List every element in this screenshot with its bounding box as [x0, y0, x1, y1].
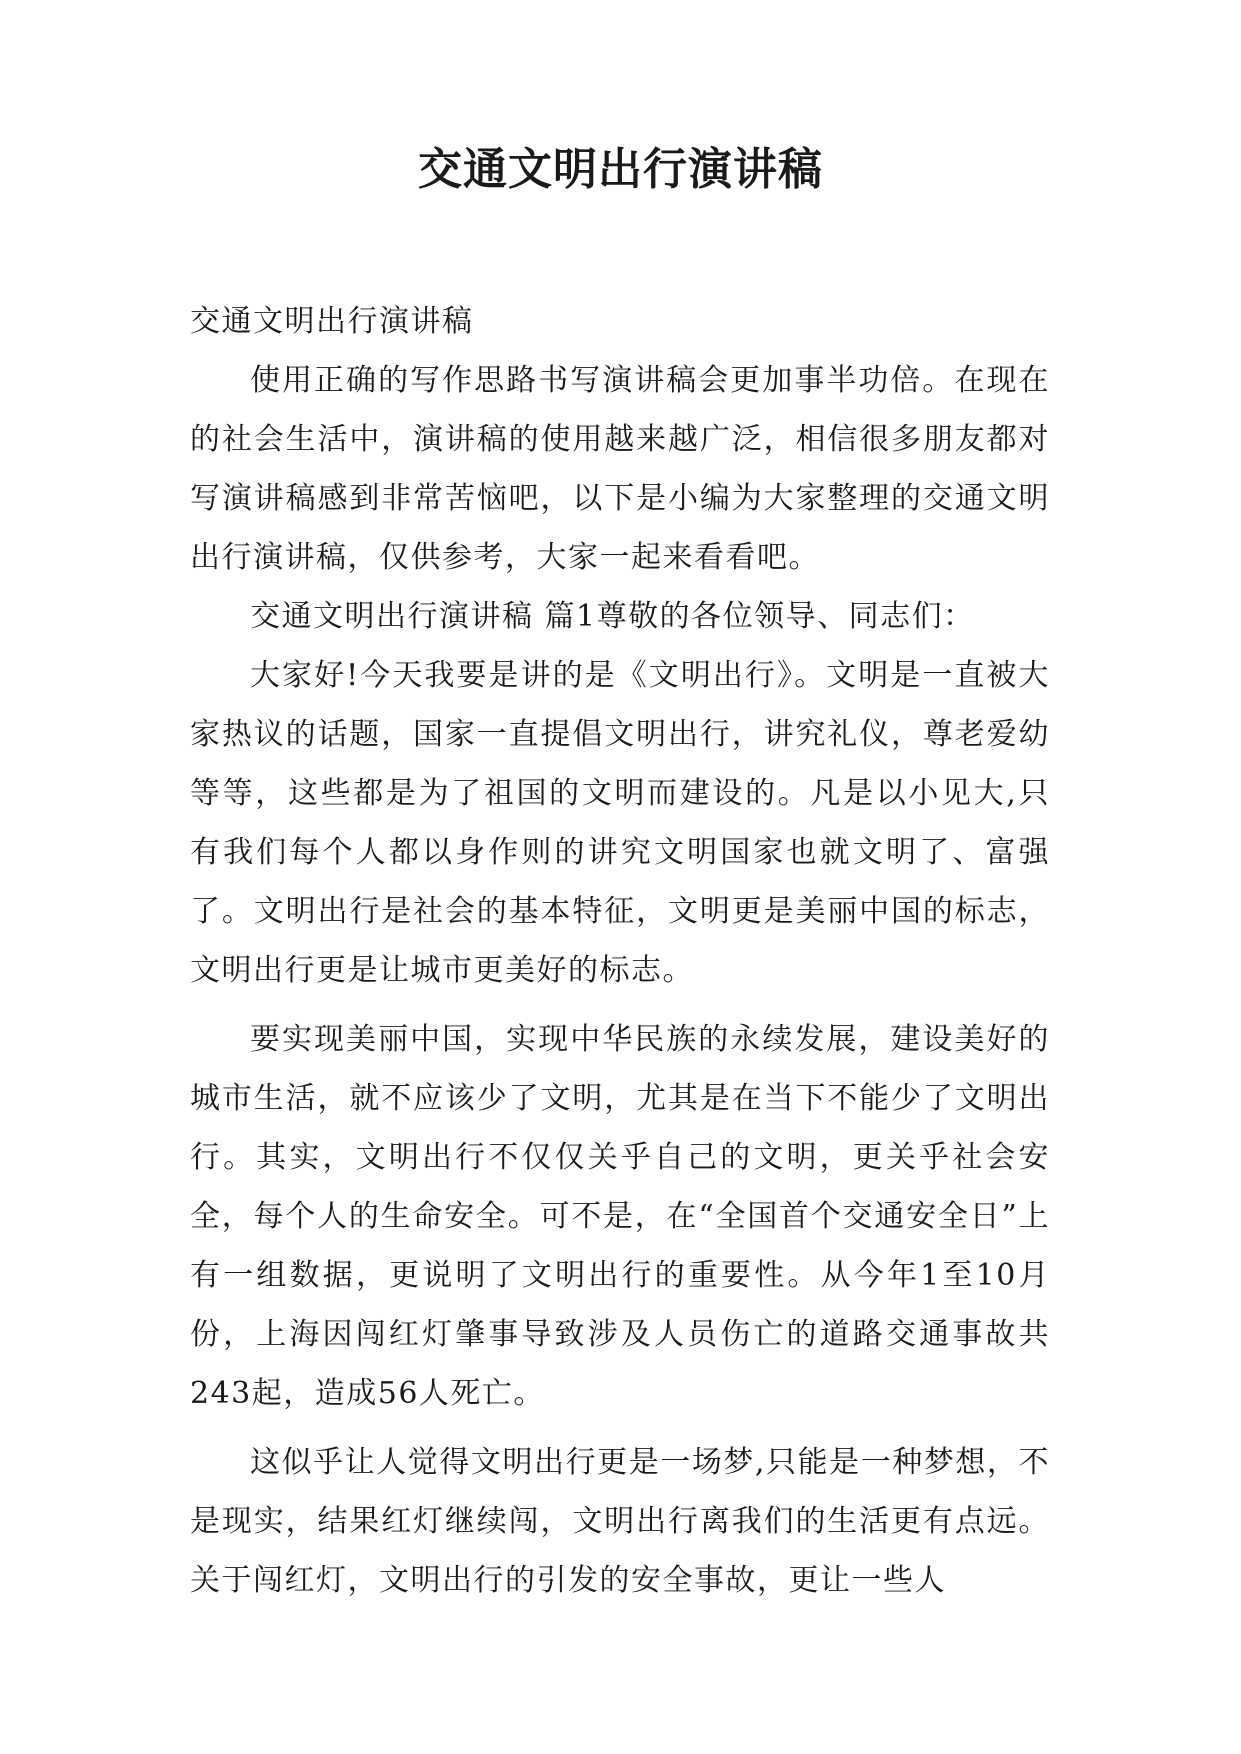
paragraph-intro: 使用正确的写作思路书写演讲稿会更加事半功倍。在现在的社会生活中，演讲稿的使用越来越广泛，相信很多朋友都对写演讲稿感到非常苦恼吧，以下是小编为大家整理的交通文明出行演讲稿，仅供参考，大家一起来看看吧。 — [190, 363, 1050, 575]
paragraph-beautiful-china: 要实现美丽中国，实现中华民族的永续发展，建设美好的城市生活，就不应该少了文明，尤其是在当下不能少了文明出行。其实，文明出行不仅仅关乎自己的文明，更关乎社会安全，每个人的生命安全。可不是，在“全国首个交通安全日”上有一组数据，更说明了文明出行的重要性。从今年1至10月份，上海因闯红灯肇事导致涉及人员伤亡的道路交通事故共243起，造成56人死亡。 — [190, 1022, 1050, 1411]
document-title: 交通文明出行演讲稿 — [418, 144, 823, 195]
paragraph-salutation: 交通文明出行演讲稿 篇1尊敬的各位领导、同志们： — [250, 599, 975, 634]
document-body — [190, 292, 1050, 1610]
paragraph-red-light: 这似乎让人觉得文明出行更是一场梦,只能是一种梦想，不是现实，结果红灯继续闯，文明出行离我们的生活更有点远。关于闯红灯，文明出行的引发的安全事故，更让一些人 — [190, 1445, 1050, 1598]
paragraph-greeting: 大家好!今天我要是讲的是《文明出行》。文明是一直被大家热议的话题，国家一直提倡文明出行，讲究礼仪，尊老爱幼等等，这些都是为了祖国的文明而建设的。凡是以小见大,只有我们每个人都以身作则的讲究文明国家也就文明了、富强了。文明出行是社会的基本特征，文明更是美丽中国的标志，文明出行更是让城市更美好的标志。 — [190, 658, 1050, 988]
document-subtitle: 交通文明出行演讲稿 — [190, 304, 474, 339]
